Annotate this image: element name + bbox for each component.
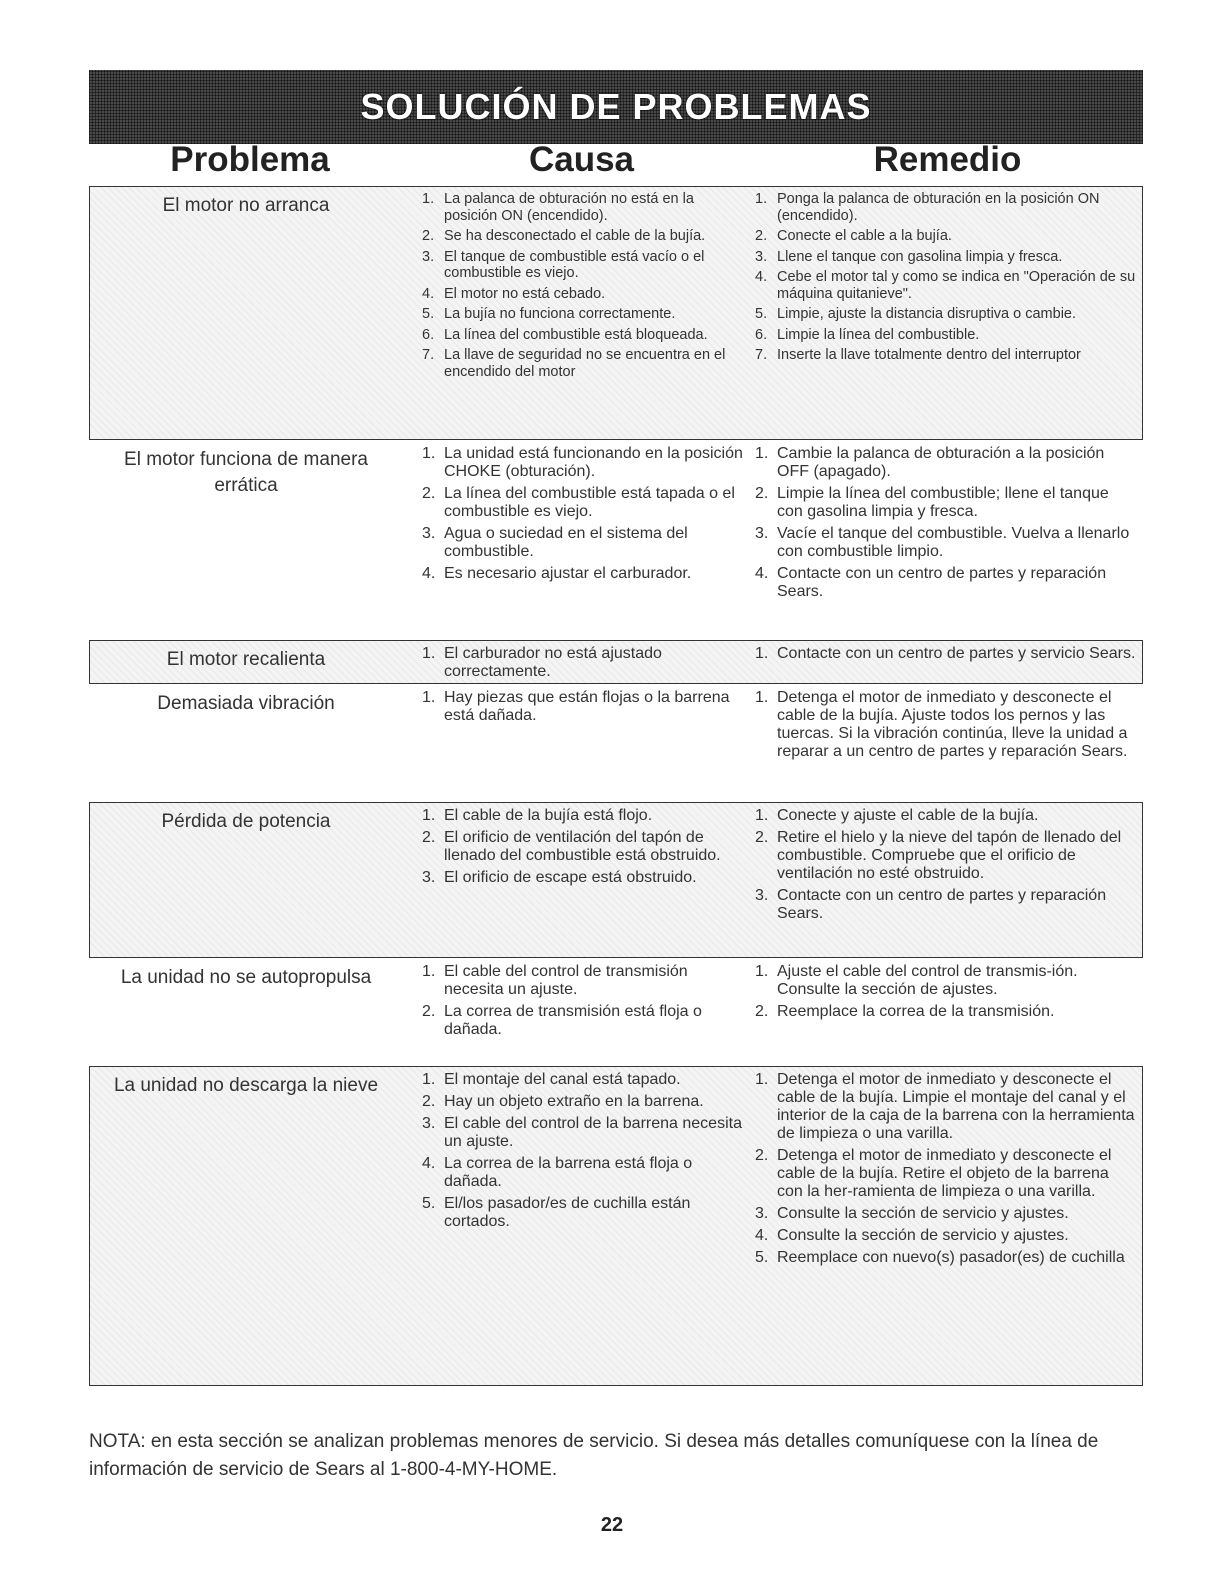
item-text: El cable del control de transmisión necesita un ajuste.: [444, 963, 688, 998]
item-text: La línea del combustible está bloqueada.: [444, 326, 708, 343]
remedy-item: [755, 565, 1144, 601]
item-text: Hay piezas que están flojas o la barrena está dañada.: [444, 689, 730, 724]
item-number: 1.: [755, 645, 769, 662]
item-number: 2.: [755, 485, 769, 502]
item-text: Inserte la llave totalmente dentro del interruptor: [777, 347, 1081, 363]
cause-item: [422, 1071, 753, 1089]
cause-item: [422, 327, 753, 344]
item-number: 2.: [422, 485, 436, 502]
item-number: 6.: [755, 326, 768, 343]
item-number: 3.: [422, 525, 436, 542]
cause-list: [422, 191, 753, 380]
cause-item: [422, 1195, 753, 1231]
remedy-item: [755, 327, 1144, 344]
item-text: Conecte y ajuste el cable de la bujía.: [777, 807, 1039, 824]
cause-item: [422, 807, 753, 825]
item-text: Limpie, ajuste la distancia disruptiva o cambie.: [777, 306, 1077, 322]
remedy-item: [755, 347, 1144, 364]
item-number: 1.: [755, 963, 769, 980]
item-number: 4.: [755, 269, 768, 285]
remedy-item: [755, 829, 1144, 883]
item-number: 1.: [755, 1071, 769, 1088]
item-text: Detenga el motor de inmediato y desconecte el cable de la bujía. Retire el objeto de la barrena con la her-ramienta de limpieza o una varilla.: [777, 1147, 1112, 1200]
column-headers: [89, 140, 1143, 186]
cause-list: [422, 689, 753, 725]
item-number: 4.: [755, 1227, 769, 1244]
item-text: Hay un objeto extraño en la barrena.: [444, 1093, 704, 1110]
item-number: 7.: [422, 347, 435, 363]
item-number: 1.: [422, 689, 436, 706]
remedy-column: [753, 689, 1144, 797]
cause-item: [422, 191, 753, 224]
item-number: 2.: [755, 829, 769, 846]
remedy-item: [755, 191, 1144, 224]
remedy-column: [753, 1071, 1144, 1381]
item-number: 1.: [755, 689, 769, 706]
item-number: 2.: [422, 228, 435, 244]
table-row: [89, 1066, 1143, 1386]
item-number: 3.: [422, 869, 436, 886]
cause-column: [412, 445, 753, 635]
cause-item: [422, 228, 753, 245]
item-text: Limpie la línea del combustible.: [777, 326, 980, 343]
cause-item: [422, 1093, 753, 1111]
cause-column: [412, 1071, 753, 1381]
table-row: [89, 440, 1143, 640]
remedy-column: [753, 807, 1144, 953]
remedy-item: [755, 1205, 1144, 1223]
cause-item: [422, 869, 753, 887]
item-text: Llene el tanque con gasolina limpia y fresca.: [777, 248, 1063, 265]
remedy-item: [755, 1071, 1144, 1143]
item-number: 6.: [422, 326, 435, 343]
item-number: 1.: [422, 963, 436, 980]
remedy-item: [755, 645, 1144, 663]
cause-item: [422, 306, 753, 323]
remedy-list: [755, 689, 1144, 761]
cause-item: [422, 645, 753, 681]
cause-list: [422, 645, 753, 681]
item-text: Es necesario ajustar el carburador.: [444, 565, 692, 582]
remedy-list: [755, 963, 1144, 1021]
item-text: Limpie la línea del combustible; llene el tanque con gasolina limpia y fresca.: [777, 485, 1109, 520]
remedy-item: [755, 1249, 1144, 1267]
header-remedy: Remedio: [873, 140, 1022, 179]
item-text: Reemplace la correa de la transmisión.: [777, 1003, 1055, 1020]
item-text: El cable del control de la barrena necesita un ajuste.: [444, 1115, 742, 1150]
cause-item: [422, 1003, 753, 1039]
remedy-item: [755, 1227, 1144, 1245]
item-number: 3.: [422, 1115, 436, 1132]
item-text: Vacíe el tanque del combustible. Vuelva a llenarlo con combustible limpio.: [777, 525, 1130, 560]
remedy-item: [755, 306, 1144, 323]
item-number: 5.: [422, 1195, 436, 1212]
cause-column: [412, 645, 753, 685]
remedy-item: [755, 525, 1144, 561]
item-text: Contacte con un centro de partes y reparación Sears.: [777, 565, 1107, 600]
cause-item: [422, 1155, 753, 1191]
remedy-item: [755, 807, 1144, 825]
item-number: 2.: [755, 1147, 769, 1164]
remedy-item: [755, 228, 1144, 245]
item-number: 5.: [755, 1249, 769, 1266]
item-text: El orificio de ventilación del tapón de llenado del combustible está obstruido.: [444, 829, 721, 864]
table-row: [89, 802, 1143, 958]
table-row: [89, 640, 1143, 684]
item-text: La bujía no funciona correctamente.: [444, 306, 676, 322]
item-number: 2.: [422, 1003, 436, 1020]
page-number: 22: [600, 1514, 624, 1536]
item-text: Detenga el motor de inmediato y desconecte el cable de la bujía. Ajuste todos los pernos y las tuercas. Si la vibración continúa, lleve la unidad a reparar a un centro de partes y reparación Sears.: [777, 689, 1128, 760]
item-text: El montaje del canal está tapado.: [444, 1071, 681, 1088]
item-text: La palanca de obturación no está en la posición ON (encendido).: [444, 191, 694, 224]
item-text: Se ha desconectado el cable de la bujía.: [444, 228, 706, 244]
header-problem: Problema: [170, 140, 330, 179]
remedy-item: [755, 269, 1144, 302]
item-text: Detenga el motor de inmediato y desconecte el cable de la bujía. Limpie el montaje del canal y el interior de la caja de la barrena con la herramienta de limpieza o una varilla.: [777, 1071, 1135, 1142]
remedy-column: [753, 963, 1144, 1061]
problem-text: El motor recalienta: [166, 649, 326, 670]
cause-item: [422, 485, 753, 521]
remedy-item: [755, 445, 1144, 481]
table-row: [89, 186, 1143, 440]
cause-list: [422, 445, 753, 583]
problem-text: La unidad no se autopropulsa: [120, 967, 372, 988]
item-text: Ponga la palanca de obturación en la posición ON (encendido).: [777, 191, 1100, 224]
remedy-list: [755, 191, 1144, 364]
item-number: 3.: [422, 248, 435, 265]
item-number: 5.: [422, 306, 435, 322]
table-row: [89, 958, 1143, 1066]
item-number: 3.: [755, 1205, 769, 1222]
remedy-column: [753, 445, 1144, 635]
remedy-list: [755, 807, 1144, 923]
item-text: Reemplace con nuevo(s) pasador(es) de cuchilla: [777, 1249, 1125, 1266]
item-text: La línea del combustible está tapada o el combustible es viejo.: [444, 485, 735, 520]
item-number: 4.: [422, 1155, 436, 1172]
item-number: 3.: [755, 248, 768, 265]
item-number: 2.: [755, 1003, 769, 1020]
item-number: 1.: [422, 191, 435, 207]
item-number: 1.: [422, 645, 436, 662]
item-number: 2.: [755, 228, 768, 244]
remedy-column: [753, 645, 1144, 685]
item-text: Conecte el cable a la bujía.: [777, 228, 952, 244]
problem-text: La unidad no descarga la nieve: [113, 1075, 379, 1096]
problem-text: El motor funciona de manera errática: [124, 449, 368, 496]
item-text: El carburador no está ajustado correctamente.: [444, 645, 662, 680]
item-text: Cambie la palanca de obturación a la posición OFF (apagado).: [777, 445, 1105, 480]
cause-item: [422, 249, 753, 282]
remedy-item: [755, 887, 1144, 923]
remedy-list: [755, 1071, 1144, 1267]
cause-item: [422, 1115, 753, 1151]
item-text: El motor no está cebado.: [444, 285, 606, 302]
item-number: 1.: [422, 807, 436, 824]
table-row: [89, 684, 1143, 802]
item-number: 1.: [755, 445, 769, 462]
item-text: La correa de transmisión está floja o dañada.: [444, 1003, 702, 1038]
item-number: 1.: [755, 191, 768, 207]
cause-column: [412, 963, 753, 1061]
item-text: La llave de seguridad no se encuentra en el encendido del motor: [444, 347, 726, 380]
cause-item: [422, 286, 753, 303]
cause-list: [422, 1071, 753, 1231]
cause-item: [422, 525, 753, 561]
item-text: El orificio de escape está obstruido.: [444, 869, 697, 886]
item-text: Consulte la sección de servicio y ajustes.: [777, 1227, 1069, 1244]
item-number: 2.: [422, 1093, 436, 1110]
cause-item: [422, 829, 753, 865]
item-text: La correa de la barrena está floja o dañada.: [444, 1155, 693, 1190]
item-text: La unidad está funcionando en la posición CHOKE (obturación).: [444, 445, 743, 480]
item-number: 4.: [422, 565, 436, 582]
remedy-item: [755, 963, 1144, 999]
remedy-item: [755, 485, 1144, 521]
cause-column: [412, 191, 753, 435]
cause-item: [422, 689, 753, 725]
note-text: NOTA: en esta sección se analizan problemas menores de servicio. Si desea más detalles comuníquese con la línea de información de servicio de Sears al 1-800-4-MY-HOME.: [89, 1431, 1099, 1480]
troubleshooting-table: [89, 186, 1143, 1386]
cause-item: [422, 347, 753, 380]
remedy-item: [755, 1147, 1144, 1201]
cause-column: [412, 689, 753, 797]
item-number: 4.: [755, 565, 769, 582]
item-text: El cable de la bujía está flojo.: [444, 807, 653, 824]
item-text: Cebe el motor tal y como se indica en "Operación de su máquina quitanieve".: [777, 269, 1136, 302]
cause-list: [422, 963, 753, 1039]
item-number: 3.: [755, 887, 769, 904]
remedy-item: [755, 689, 1144, 761]
item-text: Contacte con un centro de partes y reparación Sears.: [777, 887, 1107, 922]
remedy-column: [753, 191, 1144, 435]
item-text: Retire el hielo y la nieve del tapón de llenado del combustible. Compruebe que el orificio de ventilación no esté obstruido.: [777, 829, 1122, 882]
item-number: 7.: [755, 347, 768, 363]
cause-list: [422, 807, 753, 887]
section-banner: [89, 70, 1143, 144]
item-number: 1.: [755, 807, 769, 824]
remedy-list: [755, 645, 1144, 663]
header-cause: Causa: [528, 140, 635, 179]
problem-text: Pérdida de potencia: [161, 811, 331, 832]
item-text: Consulte la sección de servicio y ajustes.: [777, 1205, 1069, 1222]
item-text: El tanque de combustible está vacío o el combustible es viejo.: [444, 248, 705, 281]
section-title: SOLUCIÓN DE PROBLEMAS: [360, 86, 872, 127]
problem-text: El motor no arranca: [162, 195, 330, 216]
cause-column: [412, 807, 753, 953]
remedy-item: [755, 249, 1144, 266]
item-text: Ajuste el cable del control de transmis-ión. Consulte la sección de ajustes.: [777, 963, 1078, 998]
item-number: 5.: [755, 306, 768, 322]
item-number: 1.: [422, 445, 436, 462]
item-text: El/los pasador/es de cuchilla están cortados.: [444, 1195, 691, 1230]
problem-text: Demasiada vibración: [157, 693, 335, 714]
item-number: 4.: [422, 285, 435, 302]
item-text: Agua o suciedad en el sistema del combustible.: [444, 525, 688, 560]
cause-item: [422, 565, 753, 583]
remedy-item: [755, 1003, 1144, 1021]
item-number: 3.: [755, 525, 769, 542]
item-number: 1.: [422, 1071, 436, 1088]
cause-item: [422, 963, 753, 999]
cause-item: [422, 445, 753, 481]
item-text: Contacte con un centro de partes y servicio Sears.: [777, 645, 1136, 662]
remedy-list: [755, 445, 1144, 601]
item-number: 2.: [422, 829, 436, 846]
